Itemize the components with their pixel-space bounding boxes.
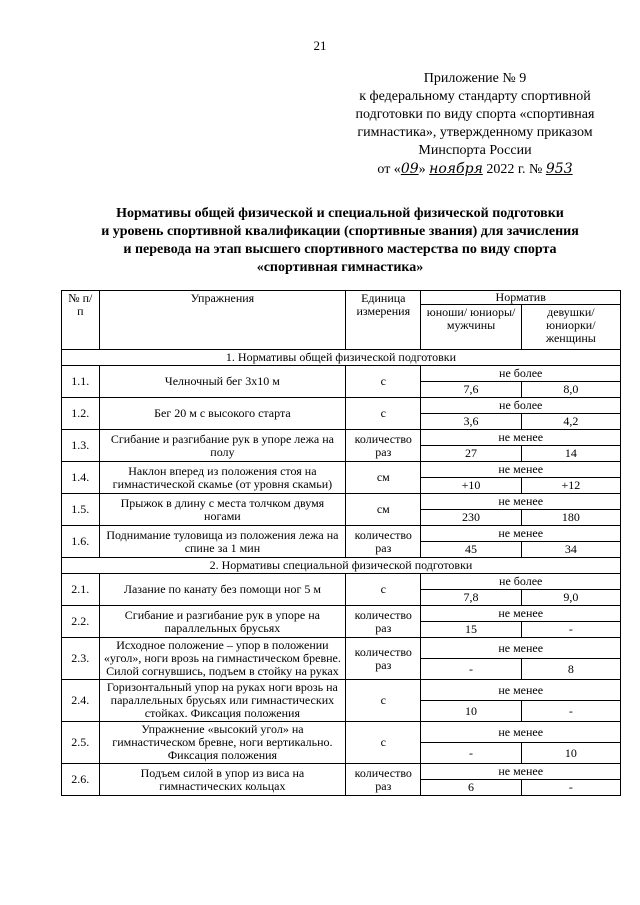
row-num: 2.3. [62,638,100,680]
table-row [62,526,621,542]
section-row [62,350,621,366]
annex-block [330,70,620,179]
table-row [62,722,621,743]
row-exercise: Поднимание туловища из положения лежа на спине за 1 мин [99,526,346,558]
section-row [62,558,621,574]
row-condition: не менее [421,680,621,701]
header-female: девушки/ юниорки/ женщины [521,305,620,350]
date-prefix: от « [377,162,401,177]
row-value-female: +12 [521,478,620,494]
row-num: 1.2. [62,398,100,430]
row-unit: см [346,494,421,526]
document-title [60,205,620,277]
row-condition: не менее [421,526,621,542]
row-unit: с [346,398,421,430]
title-line: «спортивная гимнастика» [256,260,424,275]
annex-line: гимнастика», утвержденному приказом [357,125,593,140]
row-unit: количество раз [346,638,421,680]
row-condition: не менее [421,722,621,743]
row-unit: количество раз [346,764,421,796]
title-line: и перевода на этап высшего спортивного мастерства по виду спорта [123,242,557,257]
row-unit: с [346,680,421,722]
row-exercise: Челночный бег 3x10 м [99,366,346,398]
row-num: 2.1. [62,574,100,606]
header-male: юноши/ юниоры/ мужчины [421,305,521,350]
title-line: и уровень спортивной квалификации (спортивные звания) для зачисления [101,224,579,239]
row-unit: с [346,722,421,764]
row-num: 1.5. [62,494,100,526]
row-value-male: 3,6 [421,414,521,430]
row-value-male: 27 [421,446,521,462]
norms-table [61,290,621,796]
row-exercise: Сгибание и разгибание рук в упоре на параллельных брусьях [99,606,346,638]
row-exercise: Бег 20 м с высокого старта [99,398,346,430]
row-value-female: - [521,701,620,722]
title-line: Нормативы общей физической и специальной физической подготовки [116,206,564,221]
row-unit: количество раз [346,606,421,638]
date-mid: » [418,162,426,177]
row-num: 1.4. [62,462,100,494]
row-condition: не более [421,398,621,414]
table-row [62,574,621,590]
table-row [62,680,621,701]
row-value-male: - [421,743,521,764]
row-value-male: - [421,659,521,680]
row-value-male: 7,6 [421,382,521,398]
table-row [62,462,621,478]
order-date-line [330,160,620,179]
annex-line: к федеральному стандарту спортивной [359,89,591,104]
row-condition: не менее [421,494,621,510]
table-body [62,350,621,796]
row-condition: не менее [421,638,621,659]
row-value-male: 230 [421,510,521,526]
row-exercise: Наклон вперед из положения стоя на гимнастической скамье (от уровня скамьи) [99,462,346,494]
row-condition: не менее [421,430,621,446]
row-value-female: 10 [521,743,620,764]
row-num: 2.4. [62,680,100,722]
row-exercise: Горизонтальный упор на руках ноги врозь на параллельных брусьях или гимнастических стойках. Фиксация положения [99,680,346,722]
row-value-male: 7,8 [421,590,521,606]
row-exercise: Подъем силой в упор из виса на гимнастических кольцах [99,764,346,796]
header-norm: Норматив [421,291,621,305]
row-exercise: Лазание по канату без помощи ног 5 м [99,574,346,606]
row-unit: см [346,462,421,494]
row-value-female: 9,0 [521,590,620,606]
row-exercise: Сгибание и разгибание рук в упоре лежа на полу [99,430,346,462]
row-value-female: - [521,622,620,638]
row-num: 2.2. [62,606,100,638]
row-exercise: Исходное положение – упор в положении «угол», ноги врозь на гимнастическом бревне. Силой согнувшись, подъем в стойку на руках [99,638,346,680]
row-value-female: 4,2 [521,414,620,430]
row-num: 1.1. [62,366,100,398]
table-row [62,494,621,510]
table-row [62,764,621,780]
annex-line: Минспорта России [418,143,532,158]
table-row [62,638,621,659]
row-value-female: 8,0 [521,382,620,398]
row-num: 2.5. [62,722,100,764]
header-num: № п/п [62,291,100,350]
row-num: 2.6. [62,764,100,796]
row-value-male: 15 [421,622,521,638]
row-value-male: 6 [421,780,521,796]
row-value-male: 10 [421,701,521,722]
table-row [62,366,621,382]
annex-line: подготовки по виду спорта «спортивная [355,107,595,122]
row-condition: не более [421,366,621,382]
table-row [62,606,621,622]
row-condition: не менее [421,606,621,622]
row-value-female: - [521,780,620,796]
row-exercise: Упражнение «высокий угол» на гимнастическом бревне, ноги вертикально. Фиксация положения [99,722,346,764]
section-title: 2. Нормативы специальной физической подготовки [62,558,621,574]
page-number: 21 [313,38,327,53]
header-unit: Единица измерения [346,291,421,350]
row-value-female: 14 [521,446,620,462]
row-num: 1.3. [62,430,100,462]
section-title: 1. Нормативы общей физической подготовки [62,350,621,366]
row-value-male: 45 [421,542,521,558]
row-exercise: Прыжок в длину с места толчком двумя ногами [99,494,346,526]
row-value-male: +10 [421,478,521,494]
row-condition: не менее [421,462,621,478]
row-unit: с [346,366,421,398]
date-year: 2022 г. № [486,162,543,177]
date-month: ноября [429,161,483,177]
row-unit: количество раз [346,526,421,558]
row-unit: количество раз [346,430,421,462]
row-unit: с [346,574,421,606]
order-number: 953 [545,161,573,177]
row-value-female: 34 [521,542,620,558]
row-value-female: 8 [521,659,620,680]
row-condition: не более [421,574,621,590]
table-row [62,398,621,414]
annex-line: Приложение № 9 [423,71,527,86]
table-row [62,430,621,446]
row-value-female: 180 [521,510,620,526]
row-condition: не менее [421,764,621,780]
row-num: 1.6. [62,526,100,558]
header-exercise: Упражнения [99,291,346,350]
date-day: 09 [400,161,419,177]
